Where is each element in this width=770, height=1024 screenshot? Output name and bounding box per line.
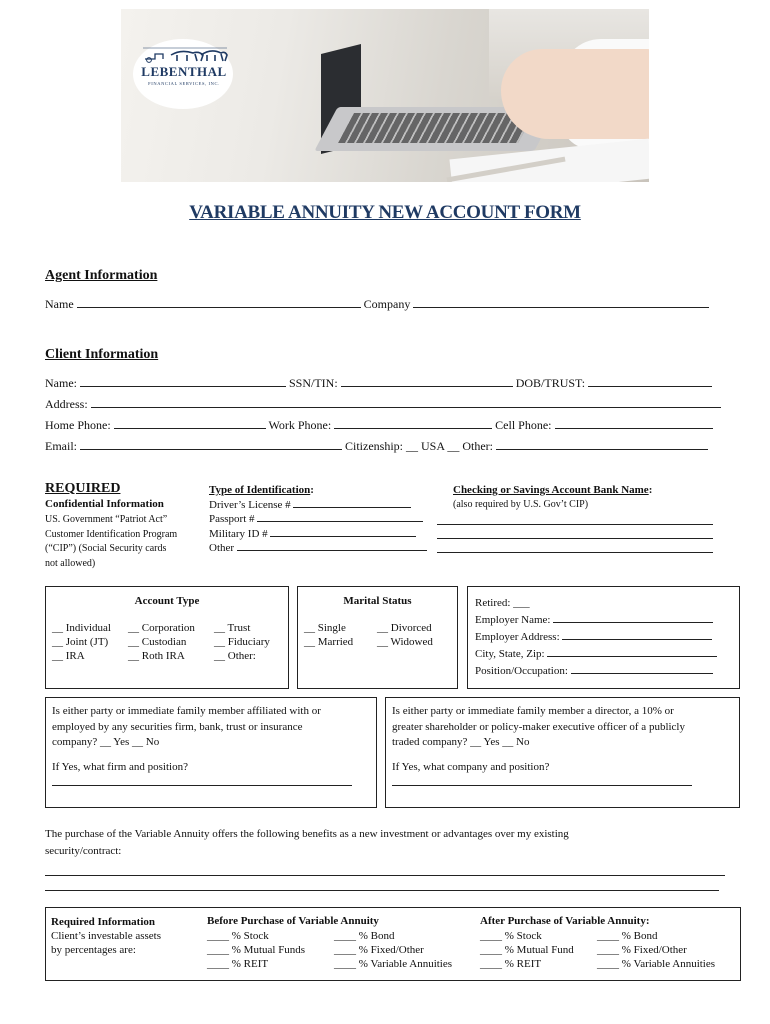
affiliation-left-yes-no[interactable]: company? __ Yes __ No bbox=[52, 736, 160, 748]
client-name-label: Name: bbox=[45, 376, 77, 390]
marital-single[interactable]: __ Single bbox=[304, 622, 346, 634]
affiliation-right-answer-field[interactable] bbox=[392, 776, 692, 786]
logo-name: LEBENTHAL bbox=[141, 64, 227, 79]
client-dob-label: DOB/TRUST: bbox=[515, 376, 586, 390]
account-trust[interactable]: __ Trust bbox=[214, 622, 251, 634]
account-custodian[interactable]: __ Custodian bbox=[128, 636, 187, 648]
before-heading: Before Purchase of Variable Annuity bbox=[207, 915, 379, 927]
work-phone-field[interactable] bbox=[334, 418, 492, 429]
id-passport-label: Passport # bbox=[209, 513, 255, 526]
employer-name-label: Employer Name: bbox=[475, 614, 551, 626]
account-roth-ira[interactable]: __ Roth IRA bbox=[128, 650, 185, 662]
required-note: US. Government “Patriot Act” Customer Identification Program (“CIP”) (Social Security cards not allowed) bbox=[45, 514, 178, 569]
header-photo bbox=[121, 9, 649, 182]
account-fiduciary[interactable]: __ Fiduciary bbox=[214, 636, 270, 648]
cell-phone-field[interactable] bbox=[555, 418, 713, 429]
before-variable-annuities[interactable]: ____ % Variable Annuities bbox=[334, 958, 453, 970]
account-joint[interactable]: __ Joint (JT) bbox=[52, 636, 109, 648]
city-state-zip-label: City, State, Zip: bbox=[475, 648, 545, 660]
agent-company-field[interactable] bbox=[413, 297, 709, 308]
before-mutual-funds[interactable]: ____ % Mutual Funds bbox=[207, 944, 306, 956]
account-type-box bbox=[45, 586, 289, 689]
client-name-field[interactable] bbox=[80, 376, 286, 387]
retired-label[interactable]: Retired: ___ bbox=[475, 597, 530, 609]
affiliation-right-yes-no[interactable]: traded company? __ Yes __ No bbox=[392, 736, 530, 748]
client-dob-field[interactable] bbox=[588, 376, 712, 387]
agent-company-label: Company bbox=[363, 297, 411, 311]
bank-name-field-1[interactable] bbox=[437, 514, 713, 525]
bank-heading: Checking or Savings Account Bank Name bbox=[453, 484, 649, 496]
id-heading: Type of Identification bbox=[209, 484, 311, 496]
account-ira[interactable]: __ IRA bbox=[52, 650, 85, 662]
client-ssn-label: SSN/TIN: bbox=[289, 376, 338, 390]
allocation-required-heading: Required Information bbox=[51, 916, 155, 928]
account-other[interactable]: __ Other: bbox=[214, 650, 256, 662]
id-drivers-license-label: Driver’s License # bbox=[209, 499, 291, 511]
after-bond[interactable]: ____ % Bond bbox=[597, 930, 658, 942]
bank-name-field-2[interactable] bbox=[437, 528, 713, 539]
affiliation-left-box: Is either party or immediate family member affiliated with or employed by any securities firm, bank, trust or insurance company? __ Yes __ No If Yes, what firm and position? bbox=[45, 697, 377, 808]
required-heading: REQUIRED bbox=[45, 481, 121, 496]
employer-name-field[interactable] bbox=[553, 613, 713, 623]
marital-divorced[interactable]: __ Divorced bbox=[377, 622, 432, 634]
position-label: Position/Occupation: bbox=[475, 665, 568, 677]
employment-box bbox=[467, 586, 740, 689]
position-field[interactable] bbox=[571, 664, 713, 674]
client-address-label: Address: bbox=[45, 397, 88, 411]
id-other-label: Other bbox=[209, 541, 235, 554]
affiliation-left-answer-field[interactable] bbox=[52, 776, 352, 786]
marital-widowed[interactable]: __ Widowed bbox=[377, 636, 433, 648]
drivers-license-field[interactable] bbox=[293, 498, 411, 508]
marital-married[interactable]: __ Married bbox=[304, 636, 354, 648]
before-bond[interactable]: ____ % Bond bbox=[334, 930, 395, 942]
logo-subtitle: FINANCIAL SERVICES, INC. bbox=[148, 81, 220, 86]
home-phone-label: Home Phone: bbox=[45, 418, 111, 432]
client-heading: Client Information bbox=[45, 347, 159, 362]
passport-field[interactable] bbox=[257, 512, 423, 522]
benefits-text: The purchase of the Variable Annuity offers the following benefits as a new investment or advantages over my existing security/contract: bbox=[45, 828, 569, 857]
affiliation-right-followup: If Yes, what company and position? bbox=[392, 761, 550, 773]
id-other-field[interactable] bbox=[237, 541, 427, 551]
after-heading: After Purchase of Variable Annuity: bbox=[480, 915, 650, 927]
email-label: Email: bbox=[45, 439, 77, 453]
marital-status-box bbox=[297, 586, 458, 689]
benefits-field-1[interactable] bbox=[45, 864, 725, 876]
before-fixed-other[interactable]: ____ % Fixed/Other bbox=[334, 944, 424, 956]
marital-heading: Marital Status bbox=[343, 595, 412, 607]
client-address-field[interactable] bbox=[91, 397, 721, 408]
affiliation-left-followup: If Yes, what firm and position? bbox=[52, 761, 188, 773]
account-type-heading: Account Type bbox=[134, 595, 200, 607]
bank-note: (also required by U.S. Gov’t CIP) bbox=[453, 499, 589, 510]
cell-phone-label: Cell Phone: bbox=[495, 418, 552, 432]
horse-carriage-icon bbox=[141, 45, 229, 63]
affiliation-right-box: Is either party or immediate family member a director, a 10% or greater shareholder or policy-maker executive officer of a publicly traded company? __ Yes __ No If Yes, what company and position? bbox=[385, 697, 740, 808]
employer-address-label: Employer Address: bbox=[475, 631, 560, 643]
military-id-field[interactable] bbox=[270, 527, 416, 537]
account-individual[interactable]: __ Individual bbox=[52, 622, 111, 634]
required-sub: Confidential Information bbox=[45, 498, 164, 510]
before-reit[interactable]: ____ % REIT bbox=[207, 958, 269, 970]
agent-name-field[interactable] bbox=[77, 297, 361, 308]
before-stock[interactable]: ____ % Stock bbox=[207, 930, 269, 942]
agent-name-label: Name bbox=[45, 297, 74, 311]
work-phone-label: Work Phone: bbox=[268, 418, 332, 432]
account-corporation[interactable]: __ Corporation bbox=[128, 622, 195, 634]
after-fixed-other[interactable]: ____ % Fixed/Other bbox=[597, 944, 687, 956]
after-reit[interactable]: ____ % REIT bbox=[480, 958, 542, 970]
benefits-field-2[interactable] bbox=[45, 880, 719, 891]
citizenship-label: Citizenship: __ USA __ Other: bbox=[345, 439, 493, 453]
citizenship-other-field[interactable] bbox=[496, 439, 708, 450]
allocation-box: Required Information Client’s investable assets by percentages are: Before Purchase of Variable Annuity ____ % Stock ____ % Mutual Funds ____ % REIT ____ % Bond ____ % Fixed/Other ____ % Variable Annuities After Purchase of Variable Annuity: ____ % Stock ____ % Mutual Fund ____ % REIT ____ % Bond ____ % Fixed/Other ____ % Variable Annuities bbox=[45, 907, 741, 981]
id-military-label: Military ID # bbox=[209, 527, 268, 540]
after-variable-annuities[interactable]: ____ % Variable Annuities bbox=[597, 958, 716, 970]
email-field[interactable] bbox=[80, 439, 342, 450]
home-phone-field[interactable] bbox=[114, 418, 266, 429]
agent-heading: Agent Information bbox=[45, 268, 158, 283]
client-ssn-field[interactable] bbox=[341, 376, 513, 387]
bank-name-field-3[interactable] bbox=[437, 542, 713, 553]
city-state-zip-field[interactable] bbox=[547, 647, 717, 657]
employer-address-field[interactable] bbox=[562, 630, 712, 640]
after-mutual-fund[interactable]: ____ % Mutual Fund bbox=[480, 944, 574, 956]
form-title: VARIABLE ANNUITY NEW ACCOUNT FORM bbox=[189, 202, 581, 223]
after-stock[interactable]: ____ % Stock bbox=[480, 930, 542, 942]
